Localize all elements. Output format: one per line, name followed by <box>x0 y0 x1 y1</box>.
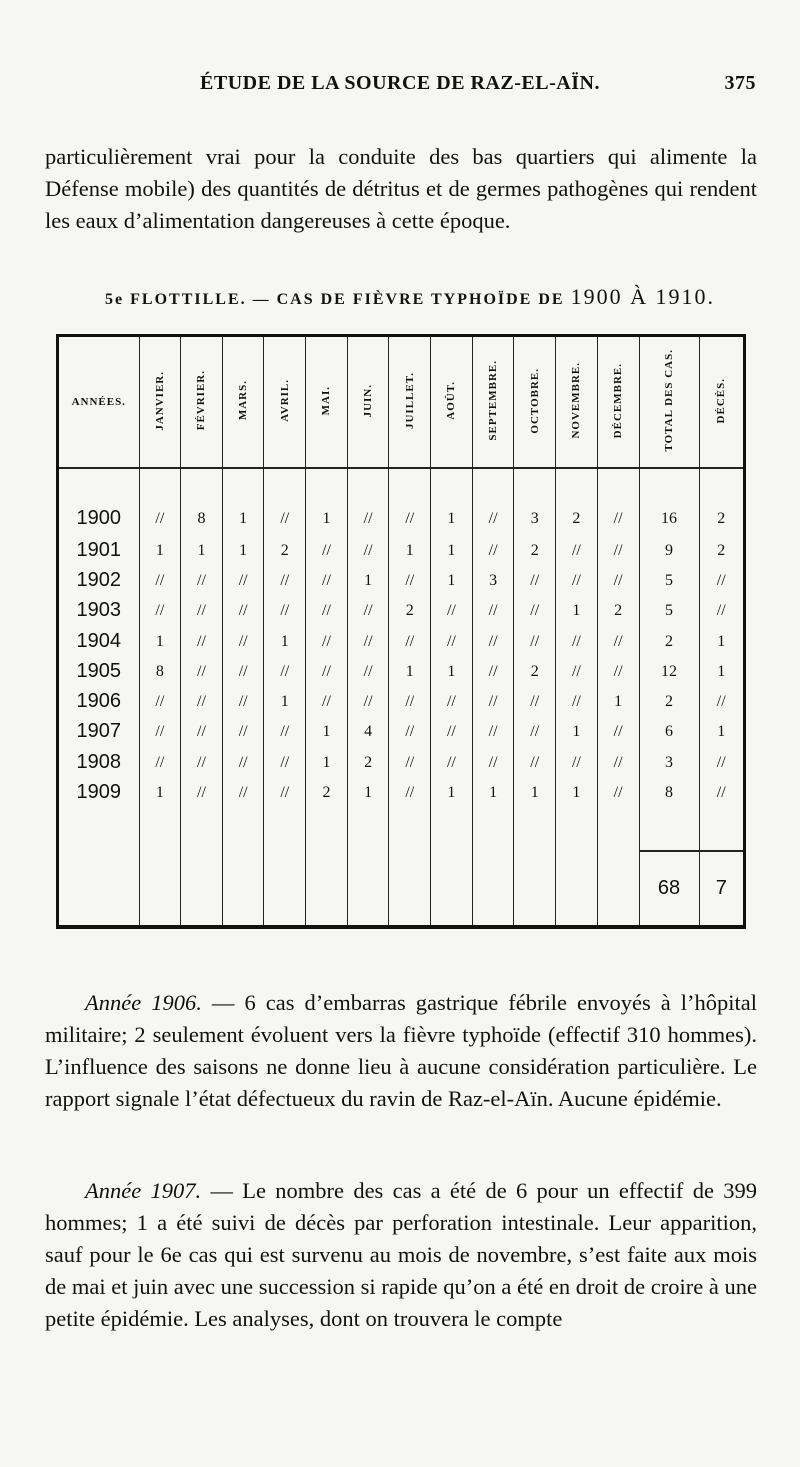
table-cell: 3 <box>639 747 699 777</box>
table-cell: // <box>347 656 389 686</box>
table-cell: // <box>139 717 181 747</box>
empty-cell <box>59 808 139 851</box>
table-cell: // <box>431 626 473 656</box>
table-cell: // <box>306 596 348 626</box>
empty-cell <box>139 808 181 851</box>
empty-cell <box>222 808 264 851</box>
empty-cell <box>639 808 699 851</box>
table-cell: // <box>181 686 223 716</box>
table-cell: // <box>306 535 348 565</box>
table-cell: 1 <box>431 565 473 595</box>
paragraph-continuation: particulièrement vrai pour la conduite des bas quartiers qui alimente la Défense mobile) des quantités de détritus et de germes pathogènes qui rendent les eaux d’alimentation dangereuses à cette époque. <box>45 143 757 233</box>
table-cell: 8 <box>639 777 699 807</box>
table-cell: 2 <box>597 596 639 626</box>
table-cell: 12 <box>639 656 699 686</box>
table-cell: 1 <box>139 777 181 807</box>
column-header-deaths: DÉCÈS. <box>699 337 743 468</box>
table-cell: 1 <box>431 468 473 535</box>
table-cell: 1 <box>306 717 348 747</box>
table-cell: // <box>431 596 473 626</box>
table-cell: 16 <box>639 468 699 535</box>
table-body <box>59 468 743 925</box>
table-cell: // <box>514 565 556 595</box>
table-cell: // <box>347 468 389 535</box>
table-cell: // <box>139 565 181 595</box>
column-header-october: OCTOBRE. <box>514 337 556 468</box>
table-cell: // <box>472 656 514 686</box>
empty-cell <box>389 808 431 851</box>
table-cell: 1 <box>139 626 181 656</box>
paragraph-year-1906 <box>45 987 757 1115</box>
row-year: 1904 <box>76 629 121 652</box>
table-title-prefix: 5e FLOTTILLE. — CAS DE FIÈVRE TYPHOÏDE DE <box>105 291 571 308</box>
table-cell: // <box>597 626 639 656</box>
table-cell: // <box>699 777 743 807</box>
table-row <box>59 717 743 747</box>
table-cell: 2 <box>639 626 699 656</box>
table-cell: // <box>347 596 389 626</box>
table-row <box>59 535 743 565</box>
table-cell: // <box>347 686 389 716</box>
empty-cell <box>181 808 223 851</box>
table-cell: // <box>597 468 639 535</box>
table-cell: 2 <box>347 747 389 777</box>
table-title-years: 1900 À 1910. <box>570 284 715 309</box>
table-cell: // <box>514 596 556 626</box>
table-cell: // <box>306 656 348 686</box>
empty-cell <box>306 808 348 851</box>
table-cell: 1 <box>306 747 348 777</box>
table-cell: // <box>597 747 639 777</box>
table-cell: 1 <box>264 626 306 656</box>
row-year: 1909 <box>76 781 121 804</box>
table-cell: // <box>222 626 264 656</box>
empty-cell <box>181 851 223 925</box>
table-cell: // <box>181 717 223 747</box>
paragraph-year-1907 <box>45 1175 757 1335</box>
typhoid-cases-table <box>59 337 743 925</box>
year-1906-lead: Année 1906. <box>85 989 202 1015</box>
table-cell: // <box>472 596 514 626</box>
table-cell: 1 <box>222 535 264 565</box>
table-cell: 4 <box>347 717 389 747</box>
table-row <box>59 468 743 535</box>
table-cell: // <box>472 747 514 777</box>
table-cell: // <box>556 565 598 595</box>
totals-row <box>59 851 743 925</box>
table-cell: 2 <box>389 596 431 626</box>
column-header-december: DÉCEMBRE. <box>597 337 639 468</box>
column-header-november: NOVEMBRE. <box>556 337 598 468</box>
table-cell: 1 <box>556 777 598 807</box>
table-cell: // <box>472 468 514 535</box>
column-header-may: MAI. <box>306 337 348 468</box>
table-cell: // <box>597 535 639 565</box>
empty-cell <box>514 808 556 851</box>
table-cell: // <box>514 747 556 777</box>
table-cell: // <box>514 626 556 656</box>
table-cell: 2 <box>514 656 556 686</box>
empty-cell <box>389 851 431 925</box>
total-cases: 68 <box>639 851 699 925</box>
table-cell: // <box>699 596 743 626</box>
table-cell: // <box>222 565 264 595</box>
table-cell: // <box>556 686 598 716</box>
table-cell: 1 <box>597 686 639 716</box>
table-cell: 1 <box>389 535 431 565</box>
empty-cell <box>556 808 598 851</box>
table-cell: // <box>431 717 473 747</box>
empty-cell <box>597 808 639 851</box>
table-header-row <box>59 337 743 468</box>
table-cell: 1 <box>347 565 389 595</box>
table-cell: // <box>597 777 639 807</box>
column-header-january: JANVIER. <box>139 337 181 468</box>
row-year: 1901 <box>76 538 121 561</box>
table-cell: // <box>389 626 431 656</box>
table-cell: 1 <box>699 626 743 656</box>
empty-cell <box>514 851 556 925</box>
table-cell: 3 <box>514 468 556 535</box>
table-row <box>59 777 743 807</box>
table-cell: // <box>431 747 473 777</box>
empty-cell <box>222 851 264 925</box>
column-header-total: TOTAL DES CAS. <box>639 337 699 468</box>
empty-cell <box>597 851 639 925</box>
table-cell: // <box>597 717 639 747</box>
empty-cell <box>699 808 743 851</box>
table-cell: 1 <box>556 717 598 747</box>
page-number: 375 <box>724 72 756 94</box>
table-cell: // <box>264 777 306 807</box>
table-cell: // <box>389 468 431 535</box>
table-cell: 9 <box>639 535 699 565</box>
table-cell: 5 <box>639 596 699 626</box>
empty-cell <box>556 851 598 925</box>
table-cell: // <box>222 596 264 626</box>
table-cell: // <box>472 686 514 716</box>
empty-cell <box>347 808 389 851</box>
table-cell: // <box>181 596 223 626</box>
running-title: ÉTUDE DE LA SOURCE DE RAZ-EL-AÏN. <box>200 72 600 94</box>
row-year: 1906 <box>76 690 121 713</box>
table-cell: // <box>389 565 431 595</box>
table-cell: 1 <box>389 656 431 686</box>
table-cell: // <box>556 535 598 565</box>
column-header-february: FÉVRIER. <box>181 337 223 468</box>
table-cell: // <box>181 656 223 686</box>
empty-cell <box>264 851 306 925</box>
table-cell: // <box>514 717 556 747</box>
typhoid-table-frame <box>56 334 746 929</box>
table-cell: // <box>264 596 306 626</box>
table-cell: // <box>472 717 514 747</box>
empty-cell <box>472 808 514 851</box>
table-cell: // <box>306 565 348 595</box>
table-cell: 1 <box>431 777 473 807</box>
row-year: 1908 <box>76 750 121 773</box>
table-cell: // <box>139 596 181 626</box>
table-row <box>59 596 743 626</box>
table-cell: // <box>306 686 348 716</box>
empty-cell <box>139 851 181 925</box>
row-year: 1905 <box>76 659 121 682</box>
table-cell: 1 <box>181 535 223 565</box>
spacer-row <box>59 808 743 851</box>
year-1907-text: — Le nombre des cas a été de 6 pour un effectif de 399 hommes; 1 a été suivi de décès par perforation intestinale. Leur apparition, sauf pour le 6e cas qui est survenu au mois de novembre, s’est faite aux mois de mai et juin avec une succession si rapide qu’on a été en droit de croire à une petite épidémie. Les analyses, dont on trouvera le compte <box>45 1177 757 1331</box>
table-cell: 2 <box>556 468 598 535</box>
table-cell: 1 <box>347 777 389 807</box>
table-cell: // <box>222 777 264 807</box>
table-cell: // <box>699 686 743 716</box>
table-cell: 1 <box>222 468 264 535</box>
table-cell: 1 <box>514 777 556 807</box>
table-cell: // <box>181 747 223 777</box>
table-cell: // <box>389 777 431 807</box>
table-cell: // <box>556 626 598 656</box>
table-cell: 1 <box>556 596 598 626</box>
table-cell: 1 <box>699 717 743 747</box>
table-row <box>59 626 743 656</box>
row-year: 1902 <box>76 568 121 591</box>
table-cell: // <box>264 565 306 595</box>
table-cell: 5 <box>639 565 699 595</box>
table-cell: // <box>222 747 264 777</box>
column-header-june: JUIN. <box>347 337 389 468</box>
table-cell: // <box>347 626 389 656</box>
table-cell: // <box>222 717 264 747</box>
empty-cell <box>431 851 473 925</box>
page-header <box>40 72 760 102</box>
table-cell: 1 <box>699 656 743 686</box>
table-cell: // <box>222 656 264 686</box>
table-cell: 2 <box>264 535 306 565</box>
table-cell: // <box>347 535 389 565</box>
table-cell: 1 <box>306 468 348 535</box>
table-cell: 2 <box>699 468 743 535</box>
year-1906-text: — 6 cas d’embarras gastrique fébrile envoyés à l’hôpital militaire; 2 seulement évoluent vers la fièvre typhoïde (effectif 310 hommes). L’influence des saisons ne donne lieu à aucune considération particulière. Le rapport signale l’état défectueux du ravin de Raz-el-Aïn. Aucune épidémie. <box>45 989 758 1111</box>
table-cell: // <box>556 656 598 686</box>
table-cell: 3 <box>472 565 514 595</box>
table-cell: // <box>514 686 556 716</box>
table-cell: // <box>306 626 348 656</box>
table-cell: 2 <box>699 535 743 565</box>
table-cell: 8 <box>139 656 181 686</box>
table-cell: 6 <box>639 717 699 747</box>
table-cell: // <box>264 468 306 535</box>
table-cell: // <box>181 565 223 595</box>
table-row <box>59 565 743 595</box>
table-cell: 2 <box>306 777 348 807</box>
table-cell: 1 <box>264 686 306 716</box>
table-cell: // <box>264 656 306 686</box>
table-cell: // <box>139 686 181 716</box>
table-cell: // <box>472 626 514 656</box>
row-year: 1903 <box>76 599 121 622</box>
table-cell: // <box>472 535 514 565</box>
table-cell: // <box>597 565 639 595</box>
table-cell: 2 <box>639 686 699 716</box>
table-cell: 1 <box>431 656 473 686</box>
table-cell: // <box>139 468 181 535</box>
column-header-years: ANNÉES. <box>59 337 139 468</box>
table-cell: 8 <box>181 468 223 535</box>
table-cell: // <box>699 565 743 595</box>
table-row <box>59 686 743 716</box>
column-header-april: AVRIL. <box>264 337 306 468</box>
empty-cell <box>264 808 306 851</box>
table-cell: // <box>181 777 223 807</box>
table-cell: // <box>431 686 473 716</box>
table-cell: // <box>264 747 306 777</box>
row-year: 1900 <box>76 507 121 530</box>
empty-cell <box>347 851 389 925</box>
empty-cell <box>472 851 514 925</box>
table-cell: // <box>699 747 743 777</box>
table-cell: // <box>556 747 598 777</box>
year-1907-lead: Année 1907. <box>85 1177 202 1203</box>
table-cell: 1 <box>139 535 181 565</box>
table-cell: // <box>389 686 431 716</box>
empty-cell <box>431 808 473 851</box>
table-cell: // <box>389 747 431 777</box>
table-cell: // <box>139 747 181 777</box>
table-cell: // <box>222 686 264 716</box>
table-cell: // <box>389 717 431 747</box>
row-year: 1907 <box>76 720 121 743</box>
table-cell: 2 <box>514 535 556 565</box>
table-row <box>59 656 743 686</box>
table-title <box>60 284 760 310</box>
empty-cell <box>59 851 139 925</box>
column-header-august: AOÛT. <box>431 337 473 468</box>
empty-cell <box>306 851 348 925</box>
table-cell: 1 <box>431 535 473 565</box>
table-cell: // <box>181 626 223 656</box>
table-cell: 1 <box>472 777 514 807</box>
column-header-september: SEPTEMBRE. <box>472 337 514 468</box>
total-deaths: 7 <box>699 851 743 925</box>
column-header-march: MARS. <box>222 337 264 468</box>
table-row <box>59 747 743 777</box>
table-cell: // <box>264 717 306 747</box>
table-cell: // <box>597 656 639 686</box>
column-header-july: JUILLET. <box>389 337 431 468</box>
